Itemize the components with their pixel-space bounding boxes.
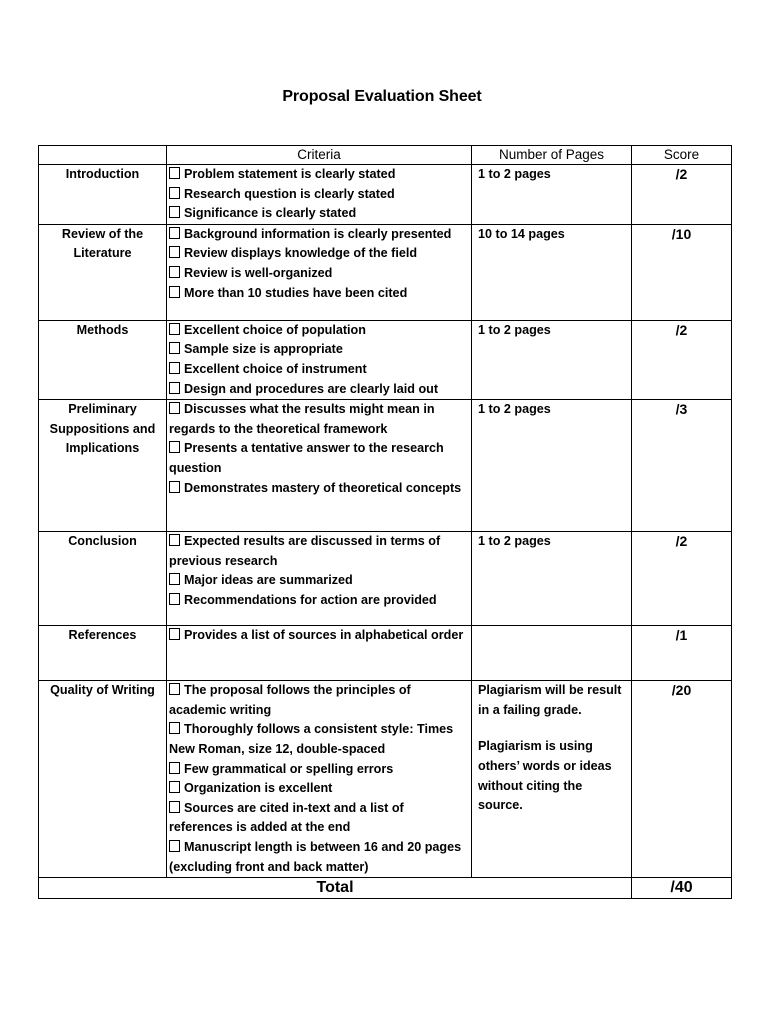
criterion-item: Demonstrates mastery of theoretical concepts — [169, 479, 469, 499]
criterion-item: Excellent choice of instrument — [169, 360, 469, 380]
score-cell — [632, 626, 732, 681]
criterion-item: More than 10 studies have been cited — [169, 284, 469, 304]
checkbox-icon[interactable] — [169, 441, 180, 453]
criteria-cell — [167, 224, 472, 320]
criterion-item: Manuscript length is between 16 and 20 pages (excluding front and back matter) — [169, 839, 462, 874]
table-row-references — [39, 626, 732, 681]
pages-cell — [472, 400, 632, 532]
criterion-item: Excellent choice of population — [169, 321, 469, 341]
criterion-item: Recommendations for action are provided — [169, 591, 469, 611]
total-score: /40 — [632, 878, 732, 899]
criterion-item: Significance is clearly stated — [169, 204, 469, 224]
checkbox-icon[interactable] — [169, 801, 180, 813]
score-value: /3 — [675, 401, 688, 418]
checkbox-icon[interactable] — [169, 762, 180, 774]
checkbox-icon[interactable] — [169, 573, 180, 585]
score-cell — [632, 532, 732, 626]
checkbox-icon[interactable] — [169, 593, 180, 605]
score-value: /2 — [675, 533, 688, 550]
checkbox-icon[interactable] — [169, 722, 180, 734]
criterion-item: Major ideas are summarized — [169, 571, 469, 591]
section-cell — [39, 224, 167, 320]
checkbox-icon[interactable] — [169, 628, 180, 640]
score-cell — [632, 224, 732, 320]
criterion-item: Few grammatical or spelling errors — [169, 760, 469, 780]
checkbox-icon[interactable] — [169, 266, 180, 278]
table-row-conclusion — [39, 532, 732, 626]
score-cell — [632, 400, 732, 532]
pages-cell — [472, 165, 632, 225]
checkbox-icon[interactable] — [169, 167, 180, 179]
score-cell — [632, 320, 732, 399]
criterion-item: Discusses what the results might mean in regards to the theoretical framework — [169, 402, 435, 436]
table-row-introduction — [39, 165, 732, 225]
evaluation-table — [38, 145, 732, 899]
criterion-item: Research question is clearly stated — [169, 185, 469, 205]
pages-cell — [472, 320, 632, 399]
score-value: /2 — [675, 321, 688, 338]
checkbox-icon[interactable] — [169, 286, 180, 298]
criteria-cell — [167, 626, 472, 681]
pages-cell — [472, 224, 632, 320]
section-label: Quality of Writing — [50, 683, 155, 698]
pages-cell — [472, 532, 632, 626]
pages-value: 1 to 2 pages — [478, 402, 551, 417]
criterion-item: Organization is excellent — [169, 779, 469, 799]
section-cell — [39, 681, 167, 878]
plagiarism-definition: Plagiarism is using others’ words or ideas without citing the source. — [478, 739, 612, 813]
pages-value: 1 to 2 pages — [478, 534, 551, 549]
criteria-cell — [167, 681, 472, 878]
checkbox-icon[interactable] — [169, 683, 180, 695]
section-cell — [39, 626, 167, 681]
table-row-total — [39, 878, 732, 899]
checkbox-icon[interactable] — [169, 402, 180, 414]
section-label: References — [68, 628, 137, 643]
score-cell — [632, 165, 732, 225]
checkbox-icon[interactable] — [169, 323, 180, 335]
criterion-item: Sources are cited in-text and a list of references is added at the end — [169, 800, 404, 835]
plagiarism-note: Plagiarism will be result in a failing grade. — [478, 683, 622, 717]
table-row-review — [39, 224, 732, 320]
score-value: /20 — [671, 682, 692, 699]
section-cell — [39, 532, 167, 626]
checkbox-icon[interactable] — [169, 246, 180, 258]
criteria-cell — [167, 165, 472, 225]
checkbox-icon[interactable] — [169, 840, 180, 852]
score-value: /10 — [671, 225, 692, 242]
criterion-item: Problem statement is clearly stated — [169, 165, 469, 185]
pages-value: 10 to 14 pages — [478, 226, 565, 241]
criterion-item: Thoroughly follows a consistent style: Times New Roman, size 12, double-spaced — [169, 722, 454, 756]
checkbox-icon[interactable] — [169, 382, 180, 394]
header-pages: Number of Pages — [472, 146, 632, 165]
table-row-preliminary — [39, 400, 732, 532]
section-cell — [39, 400, 167, 532]
section-label: Preliminary Suppositions and Implications — [49, 402, 156, 456]
checkbox-icon[interactable] — [169, 362, 180, 374]
section-label: Introduction — [65, 167, 140, 181]
checkbox-icon[interactable] — [169, 206, 180, 218]
section-label: Conclusion — [68, 534, 137, 549]
table-row-quality — [39, 681, 732, 878]
criteria-cell — [167, 320, 472, 399]
section-cell — [39, 165, 167, 225]
criteria-cell — [167, 532, 472, 626]
pages-value: 1 to 2 pages — [478, 167, 551, 181]
page-title: Proposal Evaluation Sheet — [282, 88, 482, 105]
pages-cell — [472, 681, 632, 878]
table-header-row — [39, 146, 732, 165]
criterion-item: Design and procedures are clearly laid out — [169, 380, 469, 400]
criterion-item: Sample size is appropriate — [169, 340, 469, 360]
criterion-item: The proposal follows the principles of academic writing — [169, 683, 411, 717]
pages-cell — [472, 626, 632, 681]
header-score: Score — [632, 146, 732, 165]
criterion-item: Expected results are discussed in terms of previous research — [169, 534, 441, 568]
checkbox-icon[interactable] — [169, 227, 180, 239]
criterion-item: Background information is clearly presented — [169, 225, 469, 245]
table-row-methods — [39, 320, 732, 399]
checkbox-icon[interactable] — [169, 534, 180, 546]
total-label: Total — [39, 878, 632, 899]
score-value: /1 — [675, 627, 688, 644]
criterion-item: Review displays knowledge of the field — [169, 244, 469, 264]
section-label: Methods — [76, 322, 129, 337]
pages-value: 1 to 2 pages — [478, 322, 551, 337]
header-section — [39, 146, 167, 165]
checkbox-icon[interactable] — [169, 342, 180, 354]
section-label: Review of the Literature — [61, 226, 144, 261]
checkbox-icon[interactable] — [169, 481, 180, 493]
criterion-item: Presents a tentative answer to the research question — [169, 441, 444, 475]
criterion-item: Provides a list of sources in alphabetical order — [169, 626, 469, 646]
score-cell — [632, 681, 732, 878]
section-cell — [39, 320, 167, 399]
checkbox-icon[interactable] — [169, 781, 180, 793]
checkbox-icon[interactable] — [169, 187, 180, 199]
header-criteria: Criteria — [167, 146, 472, 165]
criterion-item: Review is well-organized — [169, 264, 469, 284]
criteria-cell — [167, 400, 472, 532]
score-value: /2 — [675, 166, 688, 182]
